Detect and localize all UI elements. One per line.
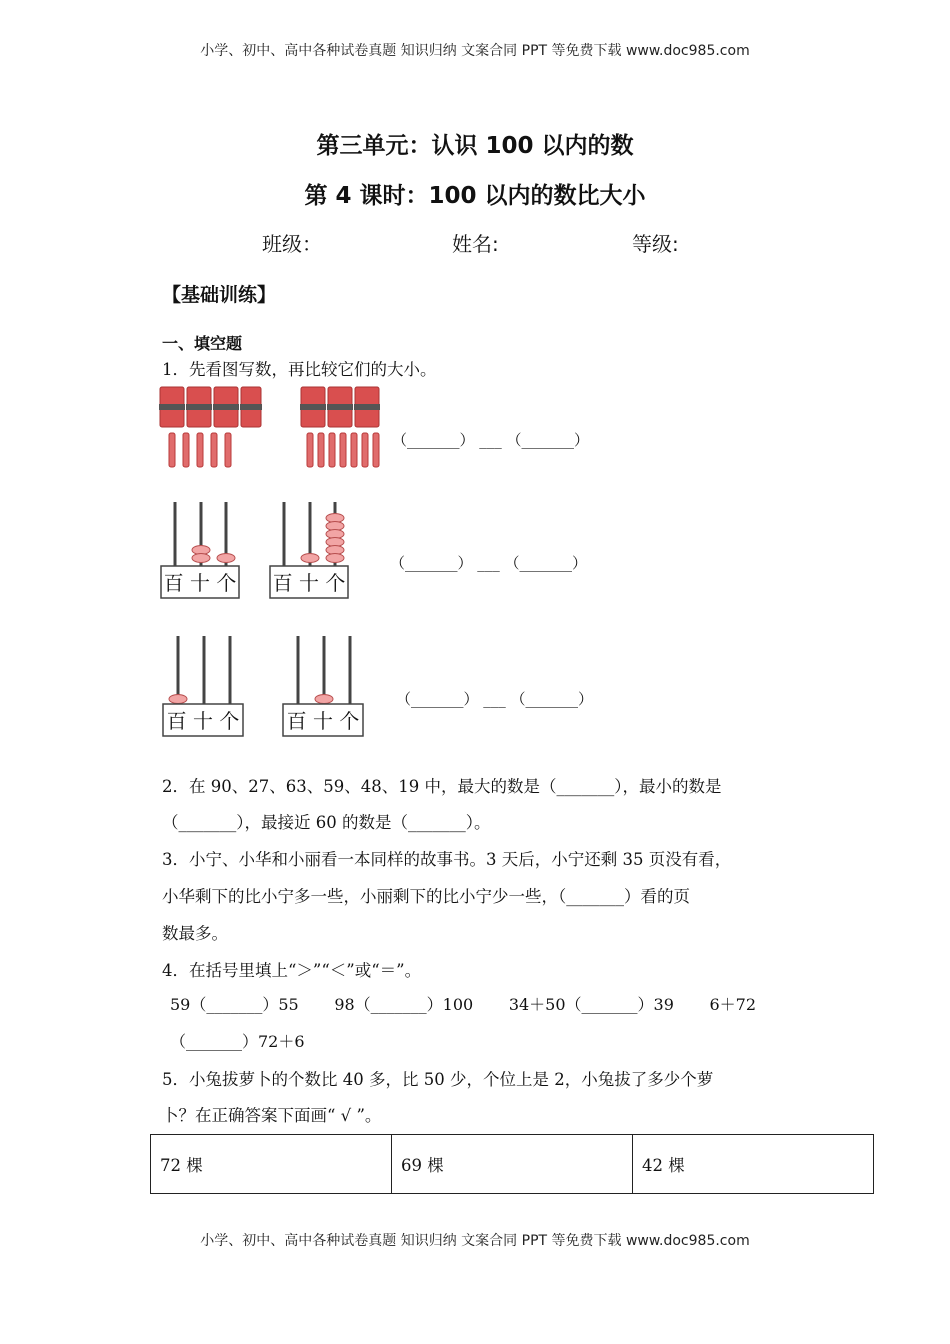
question-2-line-1: 2．在 90、27、63、59、48、19 中，最大的数是（_______），最小的数是 — [162, 777, 722, 796]
stick-bundles-left — [159, 387, 262, 427]
question-3-line-3: 数最多。 — [162, 924, 228, 943]
abacus-label: 百 十 个 — [163, 571, 237, 595]
question-1: 1．先看图写数，再比较它们的大小。 — [162, 360, 437, 379]
option-72[interactable]: 72 棵 — [151, 1135, 392, 1194]
sticks-illustration — [155, 383, 395, 473]
stick-bundles-right — [300, 387, 380, 427]
question-3-line-2: 小华剩下的比小宁多一些，小丽剩下的比小宁少一些，（_______）看的页 — [162, 887, 690, 906]
question-5-line-2: 卜？在正确答案下面画“ √ ”。 — [162, 1106, 382, 1125]
question-4-line-1: 59（_______）55 98（_______）100 34＋50（_______）39 6＋72 — [170, 995, 757, 1014]
abacus-right — [270, 502, 348, 598]
grade-label: 等级: — [632, 232, 679, 256]
class-label: 班级： — [262, 232, 322, 256]
unit-title: 第三单元：认识 100 以内的数 — [316, 133, 634, 159]
question-4-line-2: （_______）72＋6 — [170, 1032, 305, 1051]
answer-options-table — [150, 1134, 874, 1194]
abacus-left — [163, 636, 243, 736]
question-4: 4．在括号里填上“＞”“＜”或“＝”。 — [162, 961, 422, 980]
question-3-line-1: 3．小宁、小华和小丽看一本同样的故事书。3 天后，小宁还剩 35 页没有看， — [162, 850, 732, 869]
option-69[interactable]: 69 棵 — [392, 1135, 633, 1194]
question-5-line-1: 5．小兔拔萝卜的个数比 40 多，比 50 少，个位上是 2，小兔拔了多少个萝 — [162, 1070, 714, 1089]
part-title: 一、填空题 — [162, 334, 243, 353]
abacus-pair-2 — [160, 632, 370, 740]
compare-blank-3[interactable]: （_______） ___ （_______） — [396, 690, 594, 708]
abacus-label: 百 十 个 — [166, 709, 240, 733]
option-42[interactable]: 42 棵 — [633, 1135, 874, 1194]
single-sticks-left — [169, 433, 231, 467]
lesson-title: 第 4 课时：100 以内的数比大小 — [304, 183, 646, 209]
compare-blank-1[interactable]: （_______） ___ （_______） — [392, 431, 590, 449]
abacus-label: 百 十 个 — [286, 709, 360, 733]
abacus-pair-1 — [158, 498, 358, 602]
abacus-right — [283, 636, 363, 736]
page-footer: 小学、初中、高中各种试卷真题 知识归纳 文案合同 PPT 等免费下载 www.doc985.com — [200, 1233, 750, 1249]
single-sticks-right — [307, 433, 379, 467]
section-title: 【基础训练】 — [162, 284, 277, 306]
page-header: 小学、初中、高中各种试卷真题 知识归纳 文案合同 PPT 等免费下载 www.doc985.com — [200, 43, 750, 59]
question-2-line-2: （_______），最接近 60 的数是（_______）。 — [162, 813, 491, 832]
abacus-label: 百 十 个 — [272, 571, 346, 595]
name-label: 姓名: — [452, 232, 499, 256]
compare-blank-2[interactable]: （_______） ___ （_______） — [390, 554, 588, 572]
abacus-left — [161, 502, 239, 598]
